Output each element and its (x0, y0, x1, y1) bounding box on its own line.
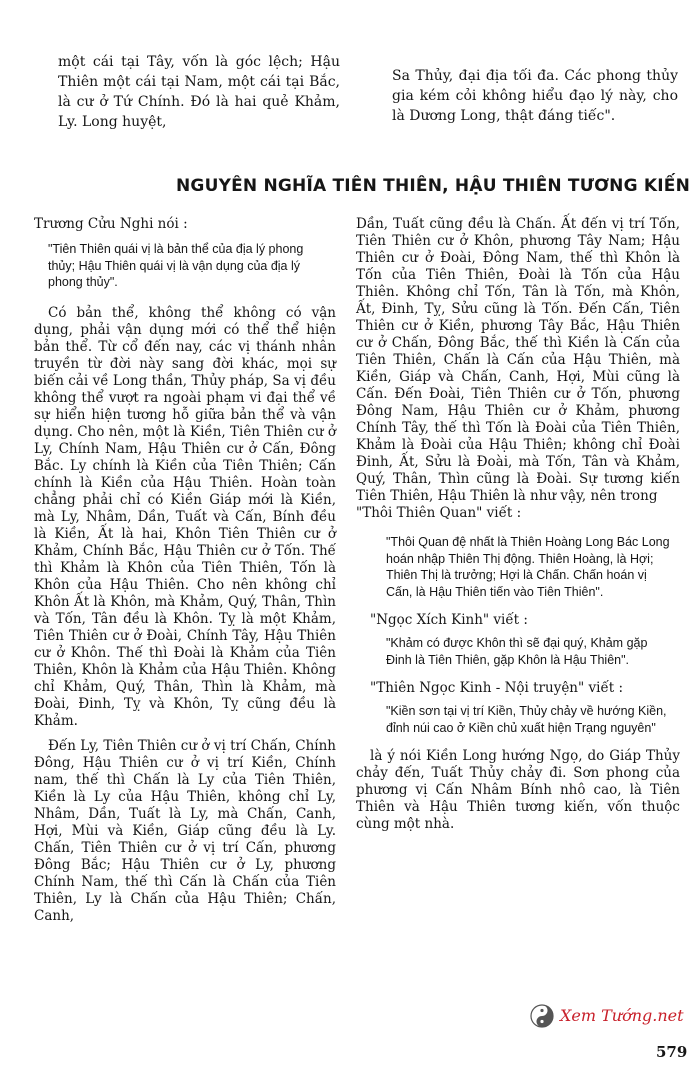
left-column (34, 216, 336, 925)
right-column (356, 216, 680, 833)
section-title: NGUYÊN NGHĨA TIÊN THIÊN, HẬU THIÊN TƯƠNG KIẾN (176, 176, 691, 196)
top-right-paragraph: Sa Thủy, đại địa tối đa. Các phong thủy gia kém cỏi không hiểu đạo lý này, cho là Dương Long, thật đáng tiếc". (392, 68, 678, 124)
source-line: "Thiên Ngọc Kinh - Nội truyện" viết : (370, 680, 624, 696)
body-paragraph: Đến Ly, Tiên Thiên cư ở vị trí Chấn, Chính Đông, Hậu Thiên cư ở vị trí Kiền, Chính nam, thế thì Chấn là Ly của Tiên Thiên, Kiền là Ly của Hậu Thiên, không chỉ Ly, Nhâm, Dần, Tuất là Ly, mà Chấn, Canh, Hợi, Mùi và Kiền, Giáp cũng đều là Ly. Chấn, Tiên Thiên cư ở vị trí Cấn, phương Đông Bắc; Hậu Thiên cư ở Ly, phương Chính Nam, thế thì Cấn là Chấn của Tiên Thiên, Ly là Chấn của Hậu Thiên; Chấn, Canh, (34, 737, 336, 924)
quote-block: "Tiên Thiên quái vị là bản thể của địa lý phong thủy; Hậu Thiên quái vị là vận dụng của địa lý phong thủy". (48, 242, 304, 289)
top-left-paragraph: một cái tại Tây, vốn là góc lệch; Hậu Thiên một cái tại Nam, một cái tại Bắc, là cư ở Tứ Chính. Đó là hai quẻ Khảm, Ly. Long huyệt, (58, 54, 340, 130)
body-paragraph: Dần, Tuất cũng đều là Chấn. Ất đến vị trí Tốn, Tiên Thiên cư ở Khôn, phương Tây Nam; Hậu Thiên cư ở Đoài, Đông Nam, thế thì Khôn là Tốn của Tiên Thiên, Đoài là Tốn của Hậu Thiên. Không chỉ Tốn, Tân là Tốn, mà Khôn, Ất, Đinh, Tỵ, Sửu cũng là Tốn. Đến Cấn, Tiên Thiên cư ở Kiền, phương Tây Bắc, Hậu Thiên cư ở Chấn, Đông Bắc, thế thì Kiền là Cấn của Tiên Thiên, Chấn là Cấn của Hậu Thiên, mà Kiền, Giáp và Chấn, Canh, Hợi, Mùi cũng là Cấn. Đến Đoài, Tiên Thiên cư ở Tốn, phương Đông Nam, Hậu Thiên cư ở Khảm, phương Chính Tây, thế thì Tốn là Đoài của Tiên Thiên, Khảm là Đoài của Hậu Thiên; không chỉ Đoài Đinh, Ất, Sửu là Đoài, mà Tốn, Tân và Khảm, Quý, Thân, Thìn cũng là Đoài. Sự tương kiến Tiên Thiên, Hậu Thiên là như vậy, nên trong (356, 216, 680, 504)
body-paragraph: là ý nói Kiền Long hướng Ngọ, do Giáp Thủy chảy đến, Tuất Thủy chảy đi. Sơn phong của phương vị Cấn Nhâm Bính nhô cao, là Tiên Thiên và Hậu Thiên tương kiến, vốn thuộc cùng một nhà. (356, 748, 680, 832)
quote-block: "Khảm có được Khôn thì sẽ đại quý, Khảm gặp Đinh là Tiên Thiên, gặp Khôn là Hậu Thiên". (386, 636, 648, 667)
watermark-logo (528, 1000, 688, 1032)
watermark-text: Xem Tướng.net (560, 1006, 684, 1025)
body-paragraph: Có bản thể, không thể không có vận dụng, phải vận dụng mới có thể thể hiện bản thể. Từ cổ đến nay, các vị thánh nhân truyền từ đời này sang đời khác, mọi sự biến cải về Long thần, Thủy pháp, Sa vị đều không thể vượt ra ngoài phạm vi đại thể về sự hiển hiện tương hỗ giữa bản thể và vận dụng. Cho nên, một là Kiền, Tiên Thiên cư ở Ly, Chính Nam, Hậu Thiên cư ở Cấn, Đông Bắc. Ly chính là Kiền của Tiên Thiên; Cấn chính là Kiền của Hậu Thiên. Hoàn toàn chẳng phải chỉ có Kiền Giáp mới là Kiền, mà Ly, Nhâm, Dần, Tuất và Cấn, Bính đều là Kiền, Ất là hai, Khôn Tiên Thiên cư ở Khảm, Chính Bắc, Hậu Thiên cư ở Tốn. Thế thì Khảm là Khôn của Tiên Thiên, Tốn là Khôn của Hậu Thiên. Cho nên không chỉ Khôn Ất là Khôn, mà Khảm, Quý, Thân, Thìn và Tốn, Tân đều là Khôn. Tỵ là một Khảm, Tiên Thiên cư ở Đoài, Chính Tây, Hậu Thiên cư ở Khôn. Thế thì Đoài là Khảm của Tiên Thiên, Khôn là Khảm của Hậu Thiên. Không chỉ Khảm, Quý, Thân, Thìn là Khảm, mà Đoài, Đinh, Tỵ và Khôn, Tỵ cũng đều là Khảm. (34, 304, 336, 729)
quote-block: "Thôi Quan đệ nhất là Thiên Hoàng Long Bác Long hoán nhập Thiên Thị động. Thiên Hoàng, là Hợi; Thiên Thị là trưởng; Hợi là Chấn. Chấn hoán vị Cấn, là Hậu Thiên tiến vào Tiên Thiên". (386, 535, 670, 599)
quote-block: "Kiền sơn tại vị trí Kiền, Thủy chảy về hướng Kiền, đỉnh núi cao ở Kiền chủ xuất hiện Trạng nguyên" (386, 704, 667, 735)
page-number: 579 (656, 1043, 688, 1061)
source-line: "Thôi Thiên Quan" viết : (356, 505, 522, 521)
source-line: "Ngọc Xích Kinh" viết : (370, 612, 528, 628)
intro-line: Trương Cửu Nghi nói : (34, 216, 188, 232)
